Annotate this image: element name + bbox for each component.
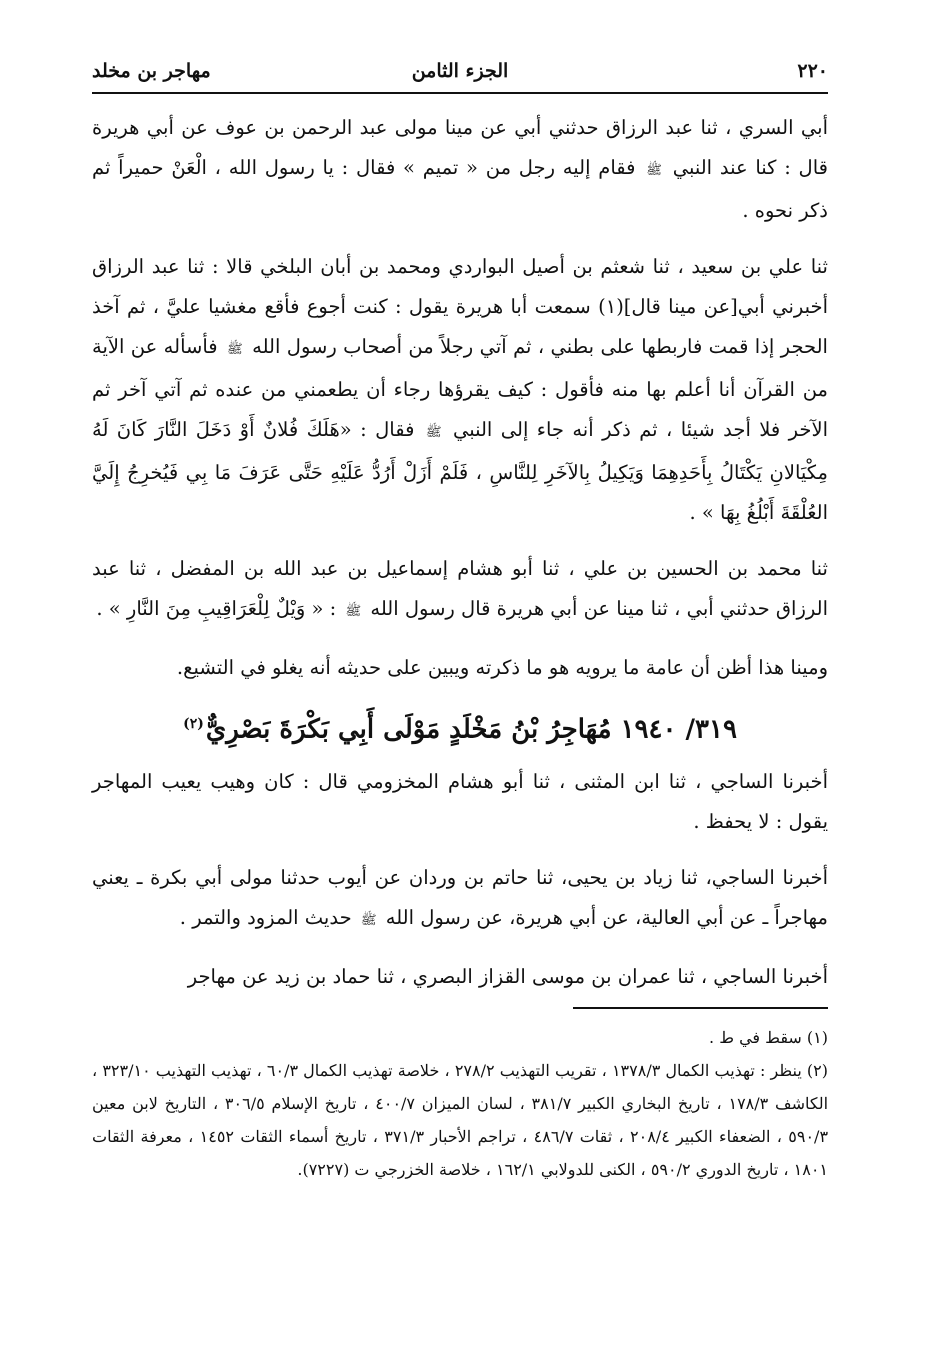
salutation-glyph: ﷺ — [227, 342, 243, 357]
main-text — [92, 108, 828, 997]
book-page — [92, 50, 828, 1186]
footnote-1: (١) سقط في ط . — [709, 1027, 828, 1047]
paragraph-3: ثنا محمد بن الحسين بن علي ، ثنا أبو هشام إسماعيل بن عبد الله بن المفضل ، ثنا عبد الرزاق حدثني أبي ، ثنا مينا عن أبي هريرة قال رسول الله ﷺ : « وَيْلٌ لِلْعَرَاقِيبِ مِنَ النَّارِ » . — [92, 557, 828, 620]
paragraph-5: أخبرنا الساجي ، ثنا ابن المثنى ، ثنا أبو هشام المخزومي قال : كان وهيب يعيب المهاجر يقول : لا يحفظ . — [92, 769, 828, 833]
footnotes — [92, 1021, 828, 1186]
footnote-2: (٢) ينظر : تهذيب الكمال ١٣٧٨/٣ ، تقريب التهذيب ٢٧٨/٢ ، خلاصة تهذيب الكمال ٦٠/٣ ، تهذيب التهذيب ٣٢٣/١٠ ، الكاشف ١٧٨/٣ ، تاريخ البخاري الكبير ٣٨١/٧ ، لسان الميزان ٤٠٠/٧ ، تاريخ الإسلام ٣٠٦/٥ ، التاريخ لابن معين ٥٩٠/٣ ، الضعفاء الكبير ٢٠٨/٤ ، ثقات ٤٨٦/٧ ، تراجم الأحبار ٣٧١/٣ ، تاريخ أسماء الثقات ١٤٥٢ ، معرفة الثقات ١٨٠١ ، تاريخ الدوري ٥٩٠/٢ ، الكنى للدولابي ١٦٢/١ ، خلاصة الخزرجي ت (٧٢٢٧). — [92, 1060, 829, 1179]
paragraph-6: أخبرنا الساجي، ثنا زياد بن يحيى، ثنا حاتم بن وردان عن أيوب حدثنا مولى أبي بكرة ـ يعني مهاجراً ـ عن أبي العالية، عن أبي هريرة، عن رسول الله ﷺ حديث المزود والتمر . — [92, 865, 828, 929]
salutation-glyph: ﷺ — [360, 912, 377, 928]
salutation-glyph: ﷺ — [345, 604, 362, 619]
entry-heading — [92, 704, 828, 750]
part-title: الجزء الثامن — [411, 60, 509, 82]
page-header — [92, 50, 828, 94]
paragraph-1: أبي السري ، ثنا عبد الرزاق حدثني أبي عن مينا مولى عبد الرحمن بن عوف عن أبي هريرة قال : كنا عند النبي ﷺ فقام إليه رجل من « تميم » فقال : يا رسول الله ، الْعَنْ حميراً ثم ذكر نحوه . — [92, 116, 828, 222]
salutation-glyph: ﷺ — [646, 163, 662, 178]
salutation-glyph: ﷺ — [425, 425, 442, 440]
entry-number: ٣١٩/ ١٩٤٠ — [620, 714, 737, 745]
entry-title: مُهَاجِرُ بْنُ مَخْلَدٍ مَوْلَى أَبِي بَكْرَةَ بَصْرِيٌّ — [205, 714, 612, 745]
paragraph-2: ثنا علي بن سعيد ، ثنا شعثم بن أصيل البواردي ومحمد بن أبان البلخي قالا : ثنا عبد الرزاق أخبرني أبي[عن مينا قال](١) سمعت أبا هريرة يقول : كنت أجوع فأقع مغشيا عليَّ ، ثم آخذ الحجر إذا قمت فاربطها على بطني ، ثم آتي رجلاً من أصحاب رسول الله ﷺ فأسأله عن الآية من القرآن أنا أعلم بها منه فأقول : كيف يقرؤها رجاء أن يطعمني من عنده ثم آتي آخر ثم الآخر فلا أجد شيئا ، ثم ذكر أنه جاء إلى النبي ﷺ فقال : «هَلَكَ فُلانٌ أَوْ دَخَلَ النَّارَ كَانَ لَهُ مِكْيَالانِ يَكْتَالُ بِأَحَدِهِمَا وَيَكِيلُ بِالآخَرِ لِلنَّاسِ ، فَلَمْ أَزَلْ أَرُدُّ عَلَيْهِ حَتَّى عَرَفَ مَا بِي فَيُخرِجُ إِلَيَّ العُلْقَةَ أَبْلُغُ بِهَا » . — [92, 255, 829, 524]
page-number: ٢٢٠ — [797, 60, 828, 82]
paragraph-4: ومينا هذا أظن أن عامة ما يرويه هو ما ذكرته ويبين على حديثه أنه يغلو في التشيع. — [176, 656, 828, 679]
footnote-divider — [573, 1007, 828, 1009]
paragraph-7: أخبرنا الساجي ، ثنا عمران بن موسى القزاز البصري ، ثنا حماد بن زيد عن مهاجر — [187, 964, 828, 988]
running-title: مهاجر بن مخلد — [92, 60, 211, 82]
footnote-ref: (٢) — [183, 716, 204, 732]
